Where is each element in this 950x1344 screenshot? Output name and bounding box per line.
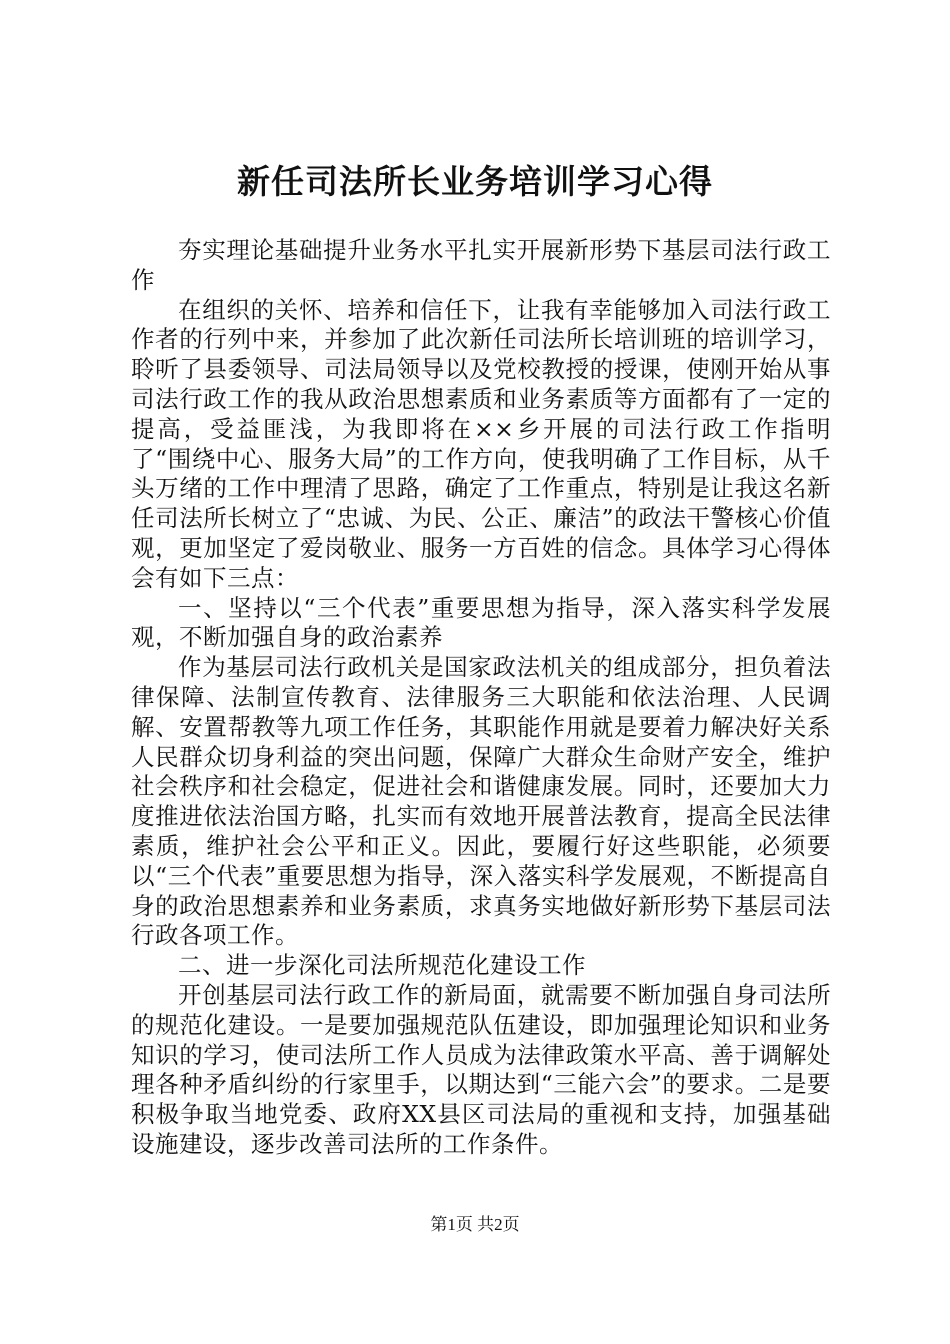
- section-heading-1: 一、坚持以“三个代表”重要思想为指导，深入落实科学发展观，不断加强自身的政治素养: [131, 593, 831, 652]
- section-heading-2: 二、进一步深化司法所规范化建设工作: [178, 951, 586, 980]
- paragraph-section-2: 开创基层司法行政工作的新局面，就需要不断加强自身司法所的规范化建设。一是要加强规范队伍建设，即加强理论知识和业务知识的学习，使司法所工作人员成为法律政策水平高、善于调解处理各种矛盾纠纷的行家里手，以期达到“三能六会”的要求。二是要积极争取当地党委、政府XX县区司法局的重视和支持，加强基础设施建设，逐步改善司法所的工作条件。: [131, 980, 831, 1158]
- document-title: 新任司法所长业务培训学习心得: [237, 162, 713, 201]
- document-body: [131, 236, 831, 1160]
- paragraph-subtitle: 夯实理论基础提升业务水平扎实开展新形势下基层司法行政工作: [131, 236, 831, 294]
- paragraph-intro: 在组织的关怀、培养和信任下，让我有幸能够加入司法行政工作者的行列中来，并参加了此次新任司法所长培训班的培训学习，聆听了县委领导、司法局领导以及党校教授的授课，使刚开始从事司法行政工作的我从政治思想素质和业务素质等方面都有了一定的提高，受益匪浅，为我即将在××乡开展的司法行政工作指明了“围绕中心、服务大局”的工作方向，使我明确了工作目标，从千头万绪的工作中理清了思路，确定了工作重点，特别是让我这名新任司法所长树立了“忠诚、为民、公正、廉洁”的政法干警核心价值观，更加坚定了爱岗敬业、服务一方百姓的信念。具体学习心得体会有如下三点：: [131, 295, 831, 592]
- page-number-footer: 第1页 共2页: [430, 1215, 520, 1234]
- paragraph-section-1: 作为基层司法行政机关是国家政法机关的组成部分，担负着法律保障、法制宣传教育、法律服务三大职能和依法治理、人民调解、安置帮教等九项工作任务，其职能作用就是要着力解决好关系人民群众切身利益的突出问题，保障广大群众生命财产安全，维护社会秩序和社会稳定，促进社会和谐健康发展。同时，还要加大力度推进依法治国方略，扎实而有效地开展普法教育，提高全民法律素质，维护社会公平和正义。因此，要履行好这些职能，必须要以“三个代表”重要思想为指导，深入落实科学发展观，不断提高自身的政治思想素养和业务素质，求真务实地做好新形势下基层司法行政各项工作。: [131, 653, 831, 950]
